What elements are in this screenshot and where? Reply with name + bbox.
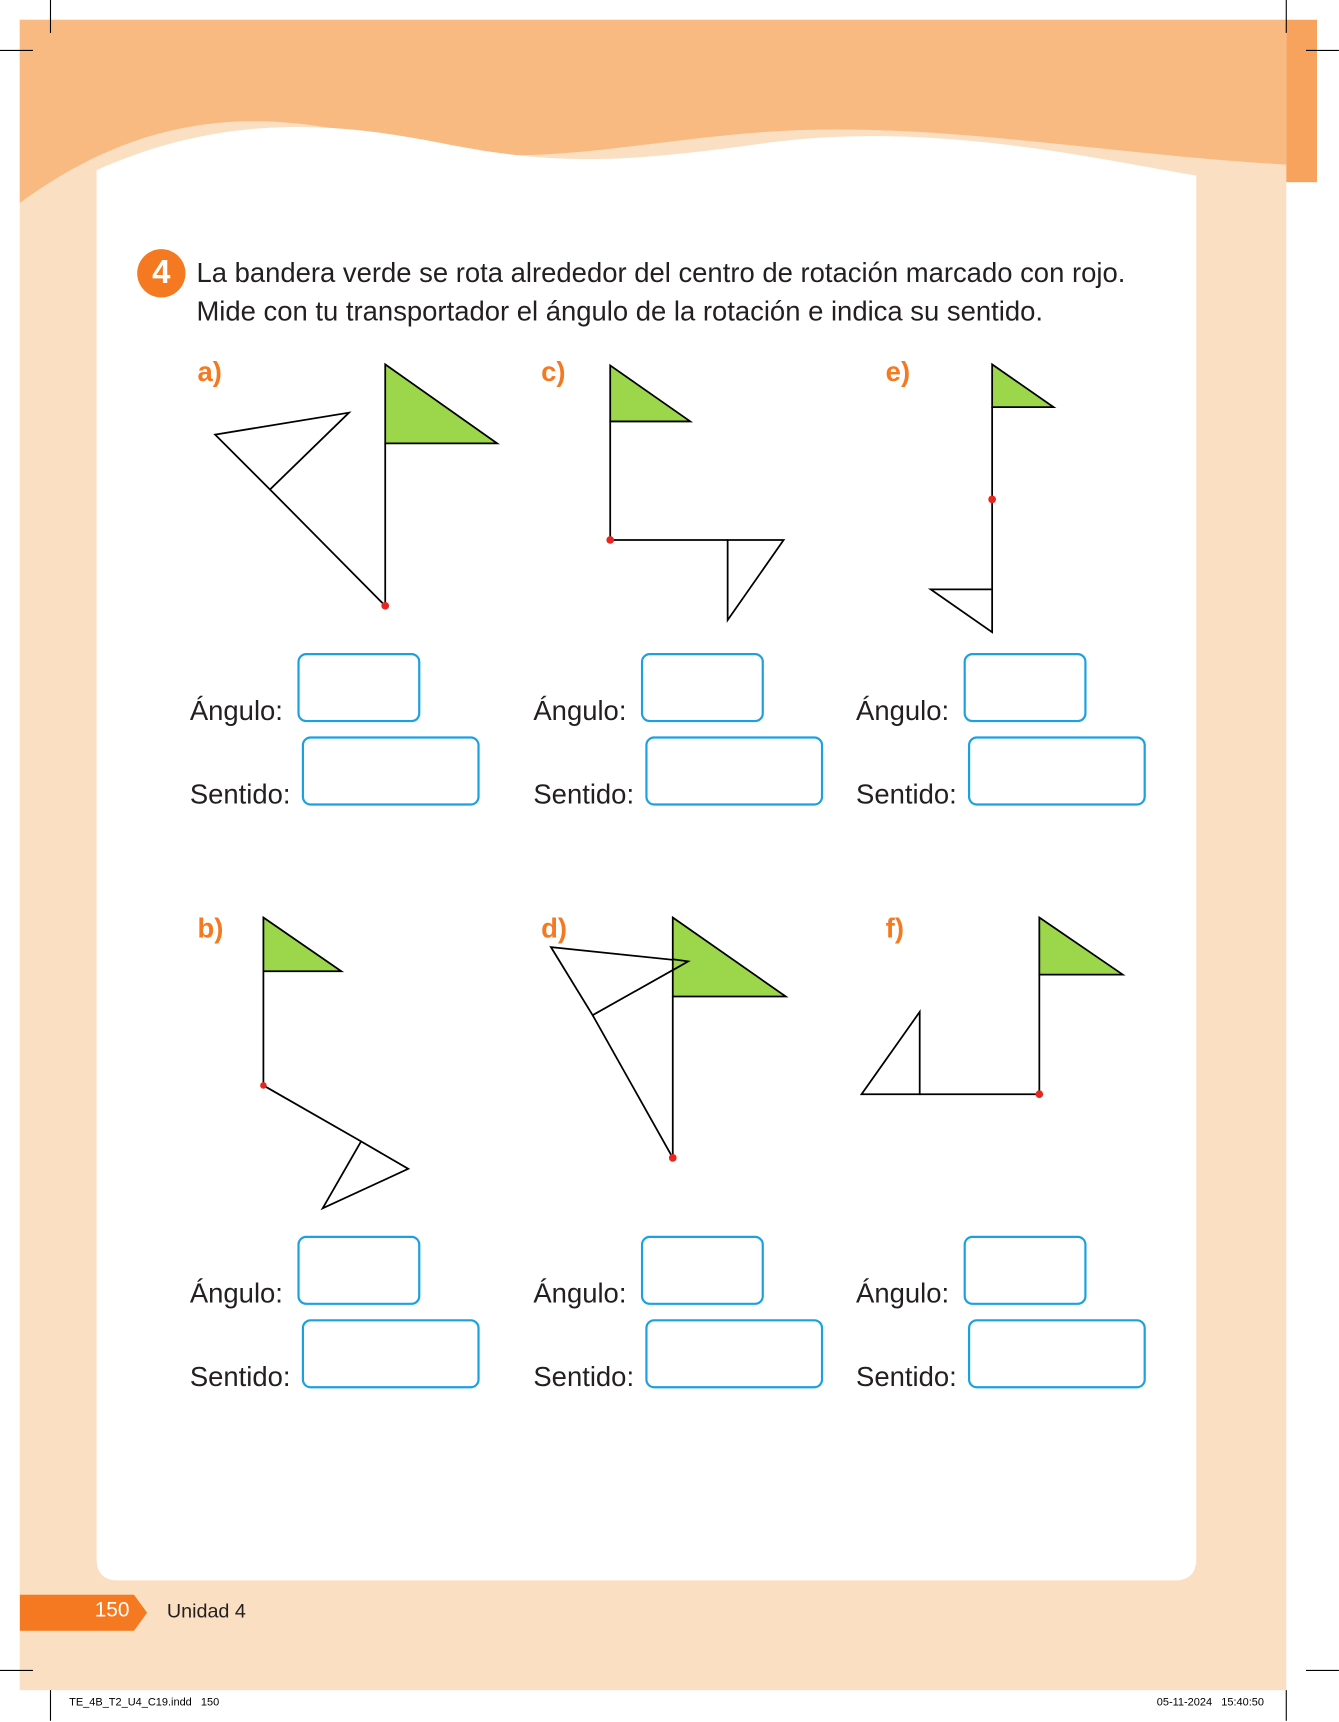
page-number: 150 bbox=[94, 1599, 130, 1623]
direction-input-a[interactable] bbox=[302, 736, 480, 805]
item-label-e: e) bbox=[885, 356, 911, 388]
green-flag bbox=[263, 918, 341, 972]
figure-a bbox=[215, 364, 497, 609]
rotated-flag bbox=[323, 1141, 409, 1208]
item-label-a: a) bbox=[197, 356, 222, 388]
angle-input-d[interactable] bbox=[641, 1236, 764, 1305]
angle-label-f: Ángulo: bbox=[856, 1278, 950, 1310]
direction-label-c: Sentido: bbox=[533, 779, 635, 810]
item-label-f: f) bbox=[885, 913, 904, 944]
direction-label-f: Sentido: bbox=[856, 1361, 957, 1393]
figure-e bbox=[931, 364, 1054, 632]
rotation-center bbox=[606, 536, 614, 544]
unit-label: Unidad 4 bbox=[166, 1600, 246, 1623]
slug-timestamp: 05-11-2024 15:40:50 bbox=[1156, 1696, 1264, 1709]
angle-input-a[interactable] bbox=[297, 653, 420, 722]
rotated-flag bbox=[215, 413, 349, 490]
green-flag bbox=[673, 918, 786, 997]
angle-input-e[interactable] bbox=[964, 653, 1087, 722]
green-flag bbox=[1039, 918, 1122, 975]
item-label-b: b) bbox=[197, 913, 224, 944]
rotation-center bbox=[260, 1082, 267, 1089]
slug-file: TE_4B_T2_U4_C19.indd 150 bbox=[69, 1696, 220, 1709]
direction-label-e: Sentido: bbox=[856, 779, 957, 810]
angle-label-c: Ángulo: bbox=[533, 695, 627, 727]
figure-d bbox=[551, 918, 786, 1162]
rotated-flag bbox=[551, 947, 688, 1015]
angle-label-e: Ángulo: bbox=[856, 695, 950, 727]
exercise-number-badge bbox=[137, 249, 185, 297]
direction-label-d: Sentido: bbox=[533, 1361, 635, 1393]
green-flag bbox=[385, 364, 497, 443]
rotation-center bbox=[1035, 1090, 1043, 1098]
angle-input-c[interactable] bbox=[641, 653, 764, 722]
instruction-line-2: Mide con tu transportador el ángulo de la rotación e indica su sentido. bbox=[196, 296, 1043, 328]
direction-input-e[interactable] bbox=[968, 736, 1146, 805]
instruction-line-1: La bandera verde se rota alrededor del centro de rotación marcado con rojo. bbox=[196, 257, 1126, 289]
green-flag bbox=[992, 364, 1053, 407]
rotation-center bbox=[381, 602, 389, 610]
direction-label-a: Sentido: bbox=[189, 779, 291, 810]
angle-input-f[interactable] bbox=[964, 1236, 1087, 1305]
angle-input-b[interactable] bbox=[297, 1236, 420, 1305]
angle-label-b: Ángulo: bbox=[189, 1278, 283, 1310]
direction-input-d[interactable] bbox=[645, 1319, 823, 1388]
angle-label-d: Ángulo: bbox=[533, 1278, 627, 1310]
rotated-flag bbox=[728, 540, 784, 620]
direction-input-b[interactable] bbox=[302, 1319, 480, 1388]
direction-input-c[interactable] bbox=[645, 736, 823, 805]
rotation-center bbox=[988, 496, 996, 504]
rotation-center bbox=[669, 1154, 677, 1162]
green-flag bbox=[610, 365, 690, 421]
exercise-number: 4 bbox=[152, 254, 171, 291]
rotated-flag bbox=[931, 589, 992, 632]
direction-input-f[interactable] bbox=[968, 1319, 1146, 1388]
direction-label-b: Sentido: bbox=[189, 1361, 291, 1393]
item-label-d: d) bbox=[541, 913, 567, 944]
rotated-flag bbox=[862, 1012, 920, 1094]
figure-c bbox=[606, 365, 783, 620]
item-label-c: c) bbox=[541, 356, 566, 388]
angle-label-a: Ángulo: bbox=[189, 695, 283, 727]
figure-b bbox=[260, 918, 408, 1209]
